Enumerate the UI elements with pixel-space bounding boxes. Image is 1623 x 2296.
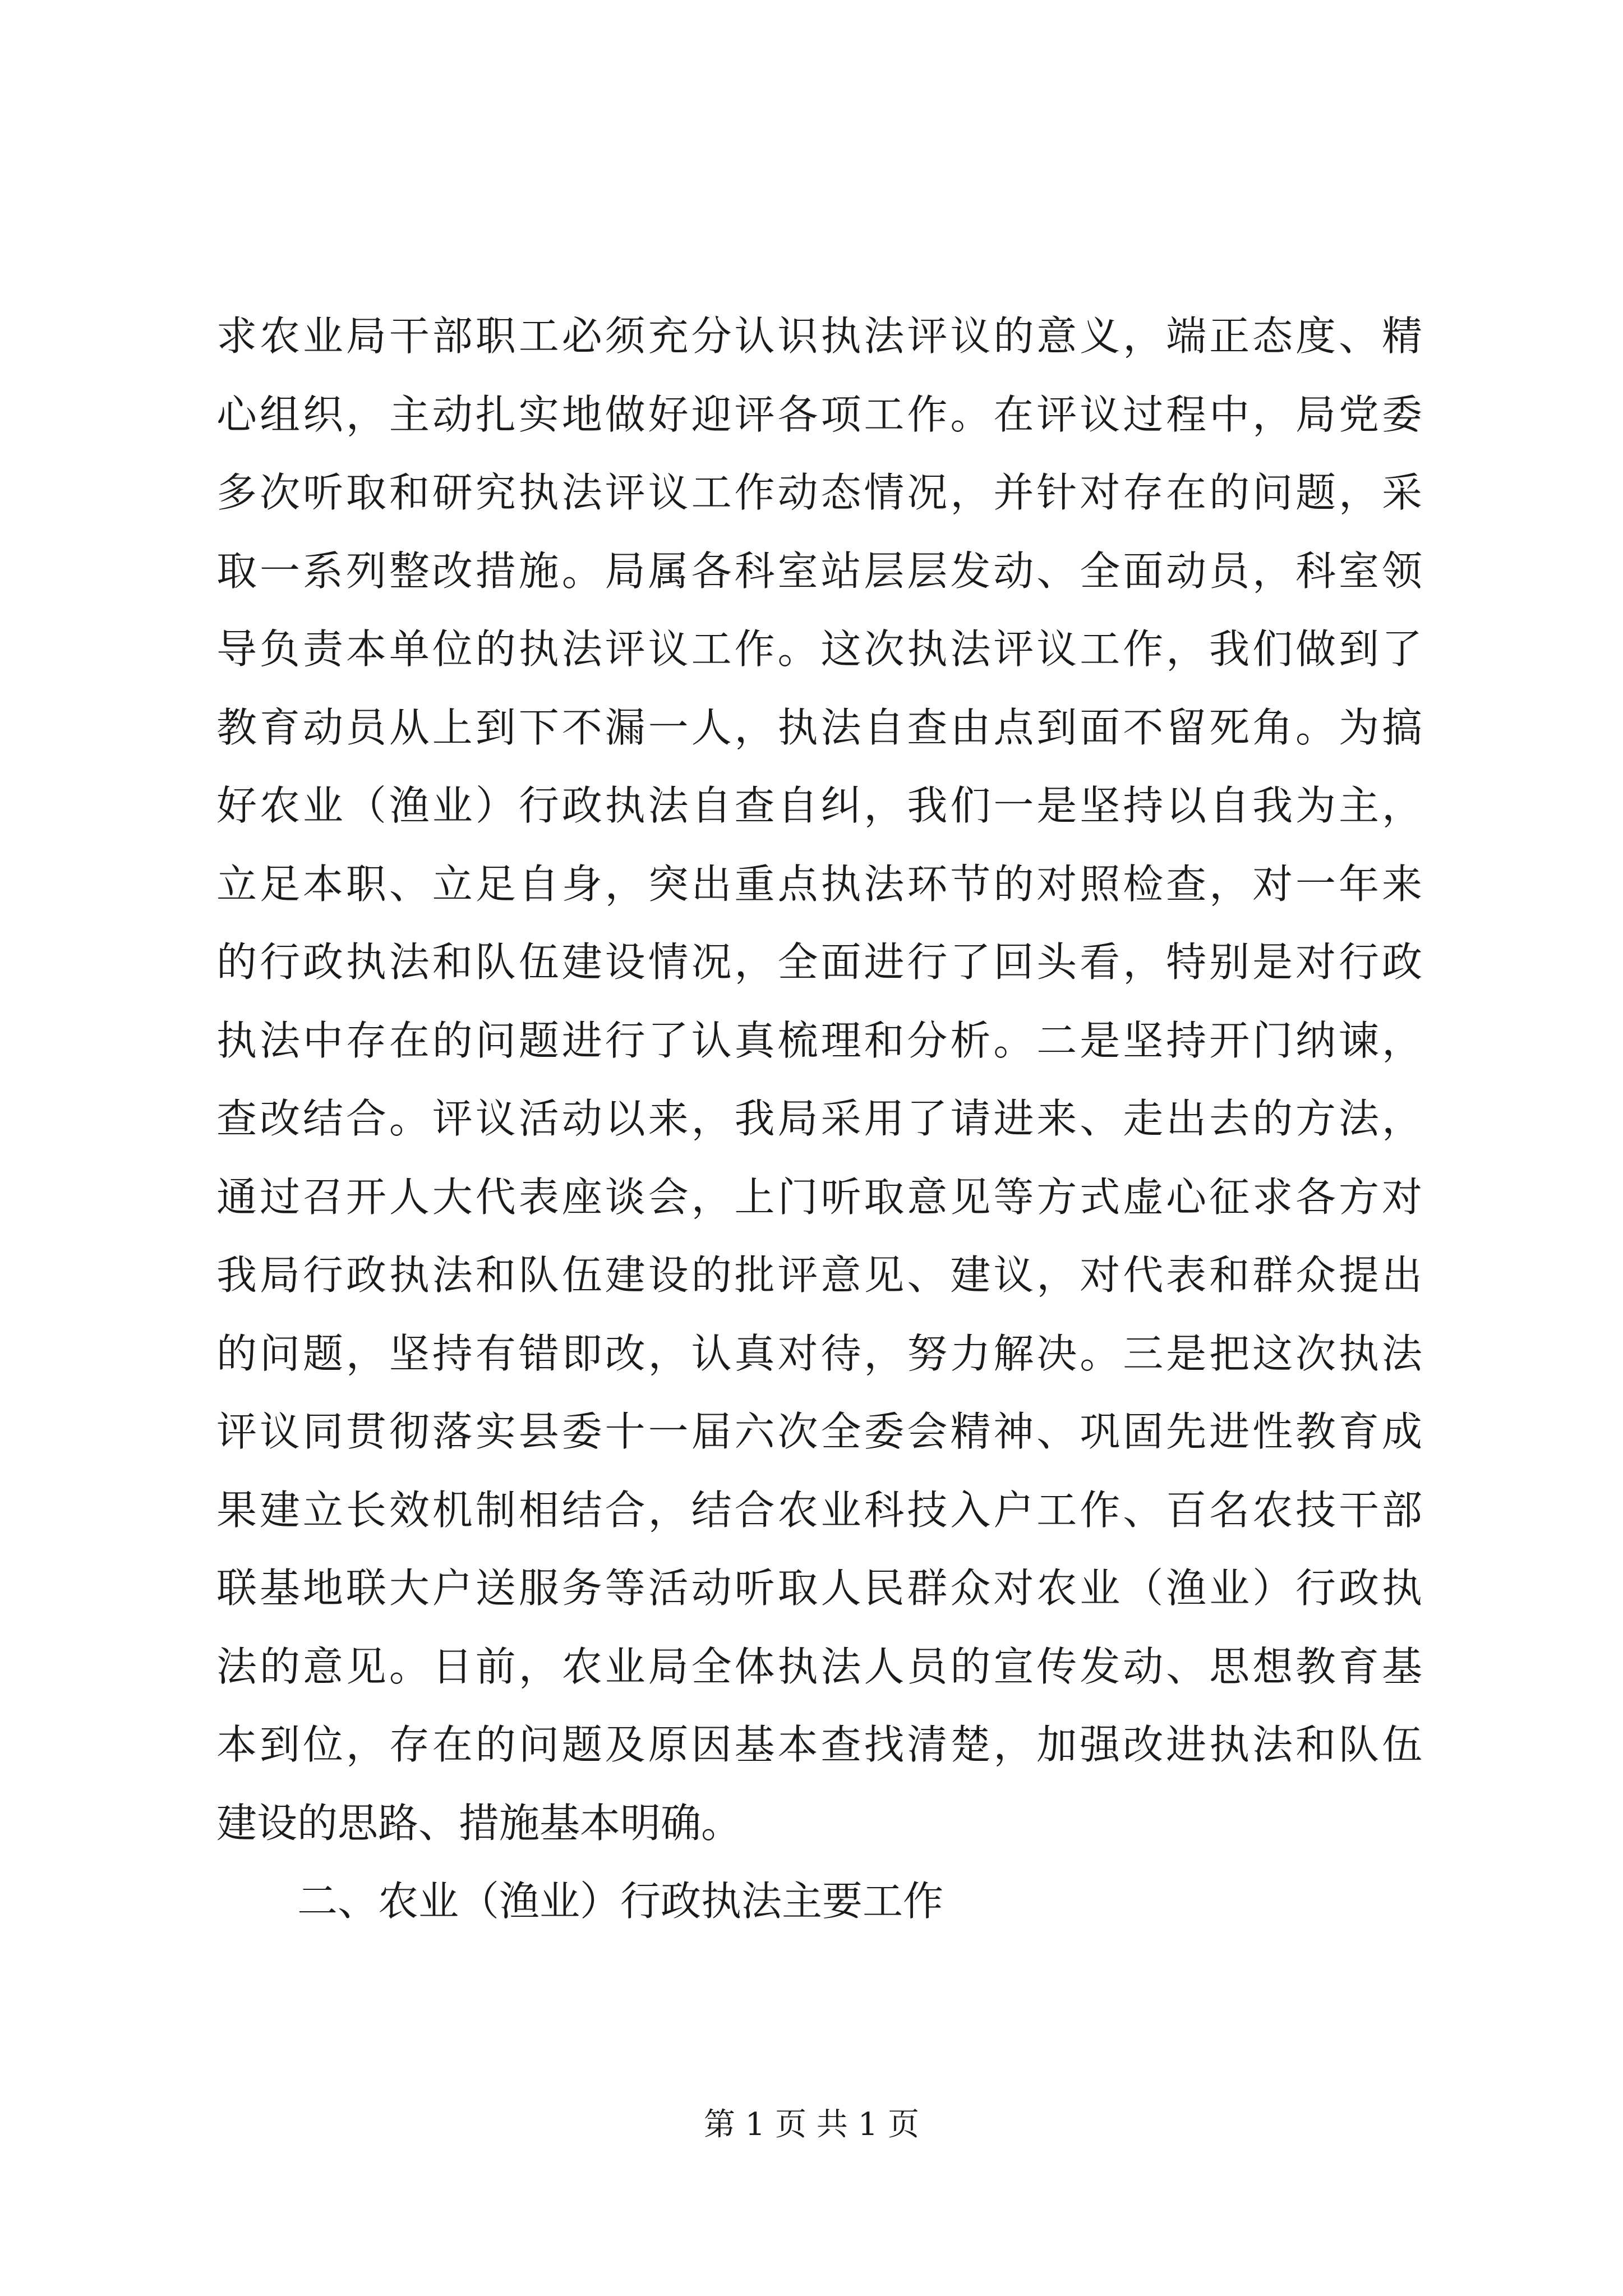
body-line: 的问题，坚持有错即改，认真对待，努力解决。三是把这次执法: [216, 1329, 1422, 1377]
document-body: [216, 297, 1422, 1941]
body-line: 查改结合。评议活动以来，我局采用了请进来、走出去的方法，: [216, 1095, 1422, 1142]
body-line: 求农业局干部职工必须充分认识执法评议的意义，端正态度、精: [216, 312, 1422, 360]
body-line: 的行政执法和队伍建设情况，全面进行了回头看，特别是对行政: [216, 938, 1422, 986]
section-heading: 二、农业（渔业）行政执法主要工作: [297, 1878, 944, 1925]
body-line: 建设的思路、措施基本明确。: [216, 1799, 742, 1847]
page-footer: 第 1 页 共 1 页: [703, 2106, 920, 2143]
body-line: 导负责本单位的执法评议工作。这次执法评议工作，我们做到了: [216, 625, 1422, 673]
body-line: 好农业（渔业）行政执法自查自纠，我们一是坚持以自我为主，: [216, 782, 1422, 829]
body-line: 评议同贯彻落实县委十一届六次全委会精神、巩固先进性教育成: [216, 1408, 1422, 1455]
body-line: 立足本职、立足自身，突出重点执法环节的对照检查，对一年来: [216, 860, 1422, 908]
body-line: 本到位，存在的问题及原因基本查找清楚，加强改进执法和队伍: [216, 1721, 1422, 1768]
body-line: 执法中存在的问题进行了认真梳理和分析。二是坚持开门纳谏，: [216, 1016, 1422, 1064]
body-line: 取一系列整改措施。局属各科室站层层发动、全面动员，科室领: [216, 547, 1422, 595]
body-line: 联基地联大户送服务等活动听取人民群众对农业（渔业）行政执: [216, 1565, 1422, 1612]
body-line: 法的意见。日前，农业局全体执法人员的宣传发动、思想教育基: [216, 1642, 1422, 1690]
body-line: 我局行政执法和队伍建设的批评意见、建议，对代表和群众提出: [216, 1251, 1422, 1299]
body-line: 通过召开人大代表座谈会，上门听取意见等方式虚心征求各方对: [216, 1173, 1422, 1221]
body-line: 教育动员从上到下不漏一人，执法自查由点到面不留死角。为搞: [216, 703, 1422, 751]
body-line: 果建立长效机制相结合，结合农业科技入户工作、百名农技干部: [216, 1486, 1422, 1534]
body-line: 心组织，主动扎实地做好迎评各项工作。在评议过程中，局党委: [216, 390, 1422, 438]
body-line: 多次听取和研究执法评议工作动态情况，并针对存在的问题，采: [216, 469, 1422, 516]
